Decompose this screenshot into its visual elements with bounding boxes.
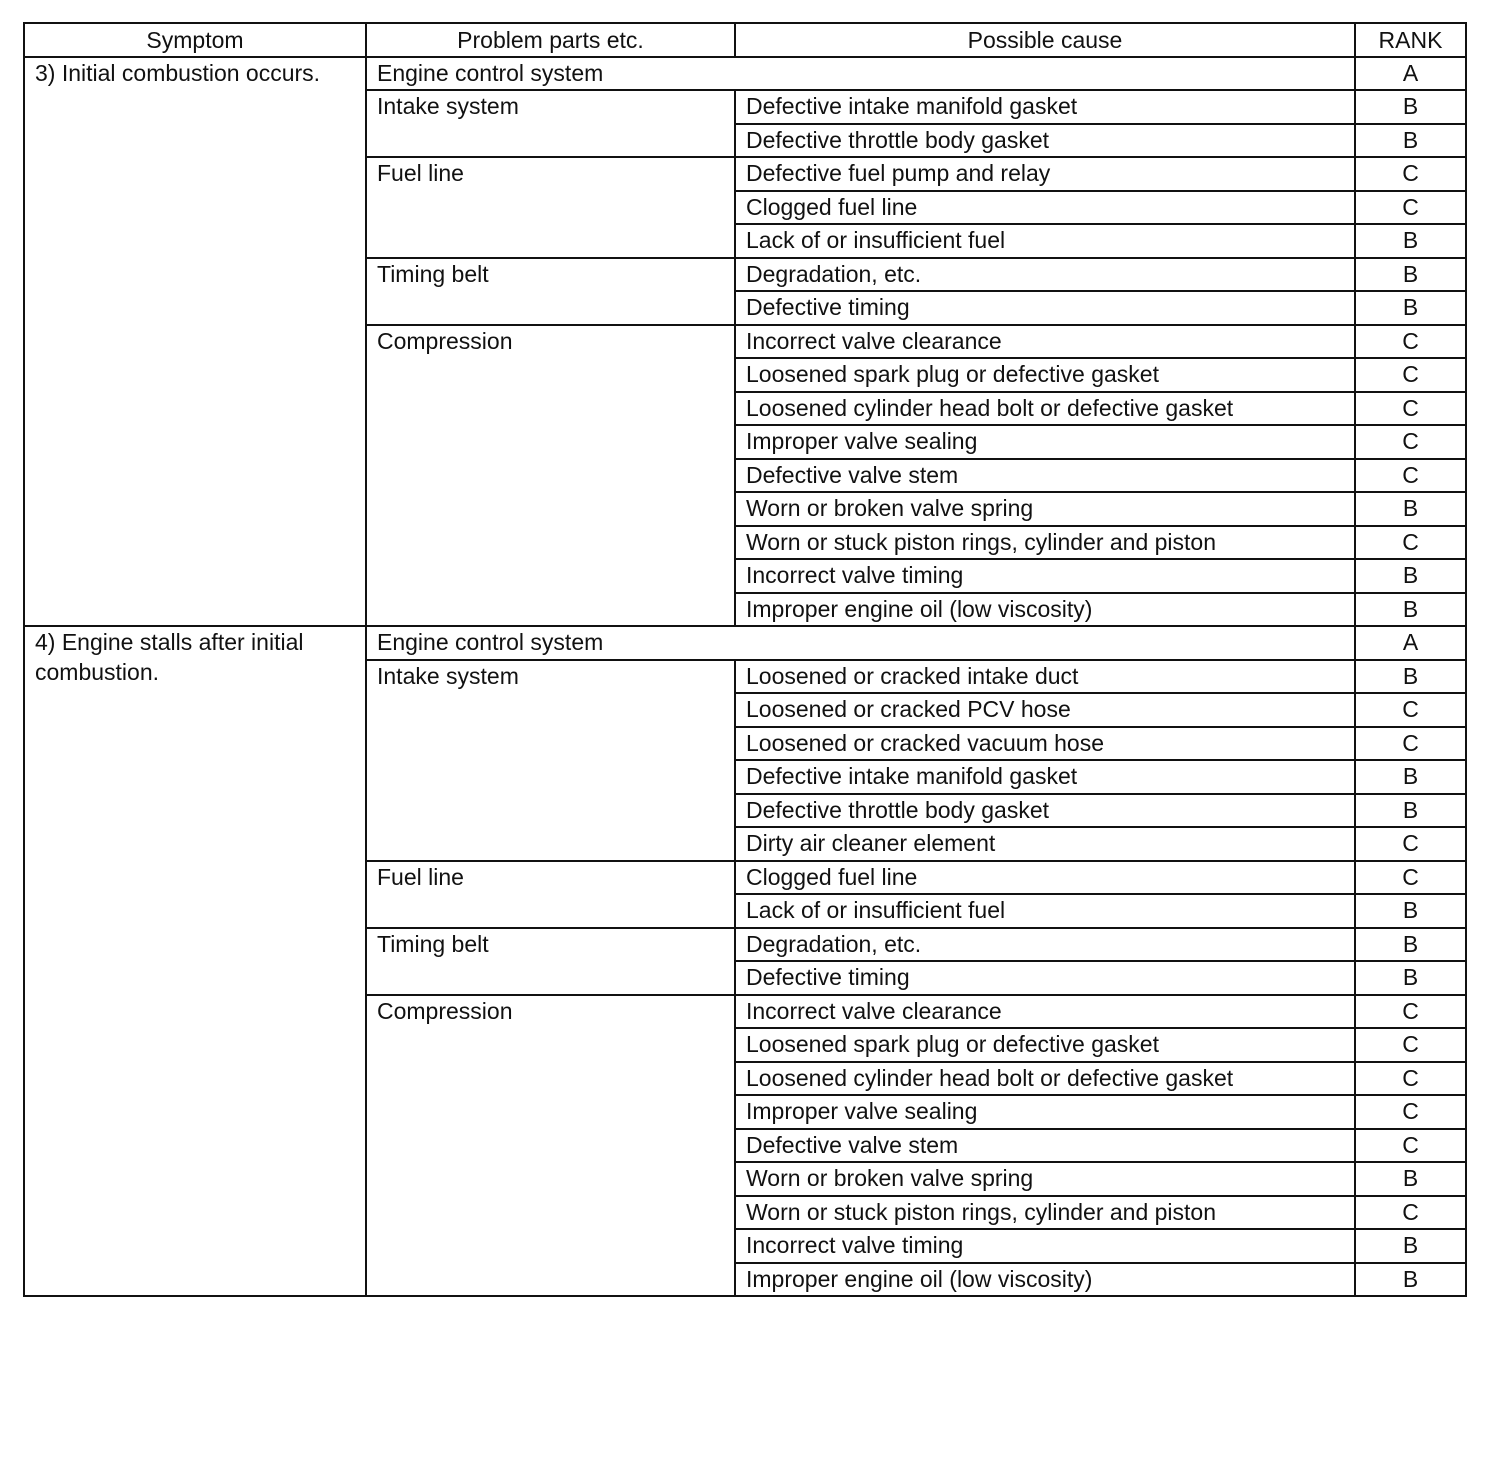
possible-cause-cell: Incorrect valve clearance xyxy=(735,995,1355,1029)
rank-cell: C xyxy=(1355,325,1466,359)
problem-part-cell: Intake system xyxy=(366,90,735,157)
possible-cause-cell: Loosened or cracked intake duct xyxy=(735,660,1355,694)
possible-cause-cell: Worn or broken valve spring xyxy=(735,1162,1355,1196)
rank-cell: B xyxy=(1355,1263,1466,1297)
rank-cell: C xyxy=(1355,157,1466,191)
possible-cause-cell: Worn or stuck piston rings, cylinder and piston xyxy=(735,1196,1355,1230)
table-row xyxy=(24,57,1466,91)
rank-cell: A xyxy=(1355,626,1466,660)
header-problem-parts: Problem parts etc. xyxy=(366,23,735,57)
possible-cause-cell: Defective valve stem xyxy=(735,1129,1355,1163)
possible-cause-cell: Improper valve sealing xyxy=(735,1095,1355,1129)
possible-cause-cell: Defective timing xyxy=(735,961,1355,995)
rank-cell: C xyxy=(1355,191,1466,225)
header-possible-cause: Possible cause xyxy=(735,23,1355,57)
symptom-cell: 3) Initial combustion occurs. xyxy=(24,57,366,627)
rank-cell: C xyxy=(1355,827,1466,861)
rank-cell: B xyxy=(1355,928,1466,962)
table-body xyxy=(24,57,1466,1297)
possible-cause-cell: Incorrect valve timing xyxy=(735,559,1355,593)
rank-cell: C xyxy=(1355,1028,1466,1062)
possible-cause-cell: Incorrect valve clearance xyxy=(735,325,1355,359)
problem-part-cell: Compression xyxy=(366,995,735,1297)
rank-cell: B xyxy=(1355,492,1466,526)
rank-cell: C xyxy=(1355,727,1466,761)
rank-cell: B xyxy=(1355,90,1466,124)
rank-cell: B xyxy=(1355,258,1466,292)
rank-cell: B xyxy=(1355,559,1466,593)
rank-cell: C xyxy=(1355,861,1466,895)
rank-cell: C xyxy=(1355,1095,1466,1129)
possible-cause-cell: Incorrect valve timing xyxy=(735,1229,1355,1263)
possible-cause-cell: Improper engine oil (low viscosity) xyxy=(735,1263,1355,1297)
possible-cause-cell: Defective timing xyxy=(735,291,1355,325)
rank-cell: C xyxy=(1355,693,1466,727)
rank-cell: B xyxy=(1355,760,1466,794)
possible-cause-cell: Lack of or insufficient fuel xyxy=(735,894,1355,928)
rank-cell: C xyxy=(1355,425,1466,459)
possible-cause-cell: Dirty air cleaner element xyxy=(735,827,1355,861)
rank-cell: B xyxy=(1355,291,1466,325)
header-symptom: Symptom xyxy=(24,23,366,57)
rank-cell: C xyxy=(1355,995,1466,1029)
problem-part-cell: Timing belt xyxy=(366,258,735,325)
problem-part-cell: Engine control system xyxy=(366,57,1355,91)
possible-cause-cell: Degradation, etc. xyxy=(735,928,1355,962)
rank-cell: B xyxy=(1355,894,1466,928)
possible-cause-cell: Lack of or insufficient fuel xyxy=(735,224,1355,258)
troubleshooting-table xyxy=(23,22,1467,1297)
possible-cause-cell: Loosened or cracked PCV hose xyxy=(735,693,1355,727)
rank-cell: B xyxy=(1355,961,1466,995)
possible-cause-cell: Clogged fuel line xyxy=(735,191,1355,225)
rank-cell: B xyxy=(1355,794,1466,828)
rank-cell: B xyxy=(1355,224,1466,258)
symptom-cell: 4) Engine stalls after initial combustion. xyxy=(24,626,366,1296)
possible-cause-cell: Worn or stuck piston rings, cylinder and piston xyxy=(735,526,1355,560)
rank-cell: C xyxy=(1355,1062,1466,1096)
possible-cause-cell: Defective intake manifold gasket xyxy=(735,760,1355,794)
possible-cause-cell: Defective intake manifold gasket xyxy=(735,90,1355,124)
rank-cell: C xyxy=(1355,392,1466,426)
header-rank: RANK xyxy=(1355,23,1466,57)
rank-cell: C xyxy=(1355,526,1466,560)
problem-part-cell: Engine control system xyxy=(366,626,1355,660)
problem-part-cell: Compression xyxy=(366,325,735,627)
rank-cell: B xyxy=(1355,124,1466,158)
possible-cause-cell: Worn or broken valve spring xyxy=(735,492,1355,526)
rank-cell: B xyxy=(1355,1162,1466,1196)
possible-cause-cell: Loosened spark plug or defective gasket xyxy=(735,358,1355,392)
problem-part-cell: Timing belt xyxy=(366,928,735,995)
possible-cause-cell: Improper valve sealing xyxy=(735,425,1355,459)
rank-cell: B xyxy=(1355,593,1466,627)
rank-cell: B xyxy=(1355,1229,1466,1263)
table-header-row xyxy=(24,23,1466,57)
possible-cause-cell: Defective fuel pump and relay xyxy=(735,157,1355,191)
rank-cell: C xyxy=(1355,1129,1466,1163)
rank-cell: C xyxy=(1355,1196,1466,1230)
possible-cause-cell: Defective valve stem xyxy=(735,459,1355,493)
problem-part-cell: Fuel line xyxy=(366,157,735,258)
possible-cause-cell: Loosened cylinder head bolt or defective gasket xyxy=(735,392,1355,426)
rank-cell: A xyxy=(1355,57,1466,91)
rank-cell: C xyxy=(1355,358,1466,392)
problem-part-cell: Fuel line xyxy=(366,861,735,928)
possible-cause-cell: Improper engine oil (low viscosity) xyxy=(735,593,1355,627)
possible-cause-cell: Loosened or cracked vacuum hose xyxy=(735,727,1355,761)
possible-cause-cell: Defective throttle body gasket xyxy=(735,794,1355,828)
possible-cause-cell: Degradation, etc. xyxy=(735,258,1355,292)
possible-cause-cell: Defective throttle body gasket xyxy=(735,124,1355,158)
possible-cause-cell: Loosened cylinder head bolt or defective gasket xyxy=(735,1062,1355,1096)
problem-part-cell: Intake system xyxy=(366,660,735,861)
possible-cause-cell: Clogged fuel line xyxy=(735,861,1355,895)
table-row xyxy=(24,626,1466,660)
possible-cause-cell: Loosened spark plug or defective gasket xyxy=(735,1028,1355,1062)
rank-cell: C xyxy=(1355,459,1466,493)
rank-cell: B xyxy=(1355,660,1466,694)
